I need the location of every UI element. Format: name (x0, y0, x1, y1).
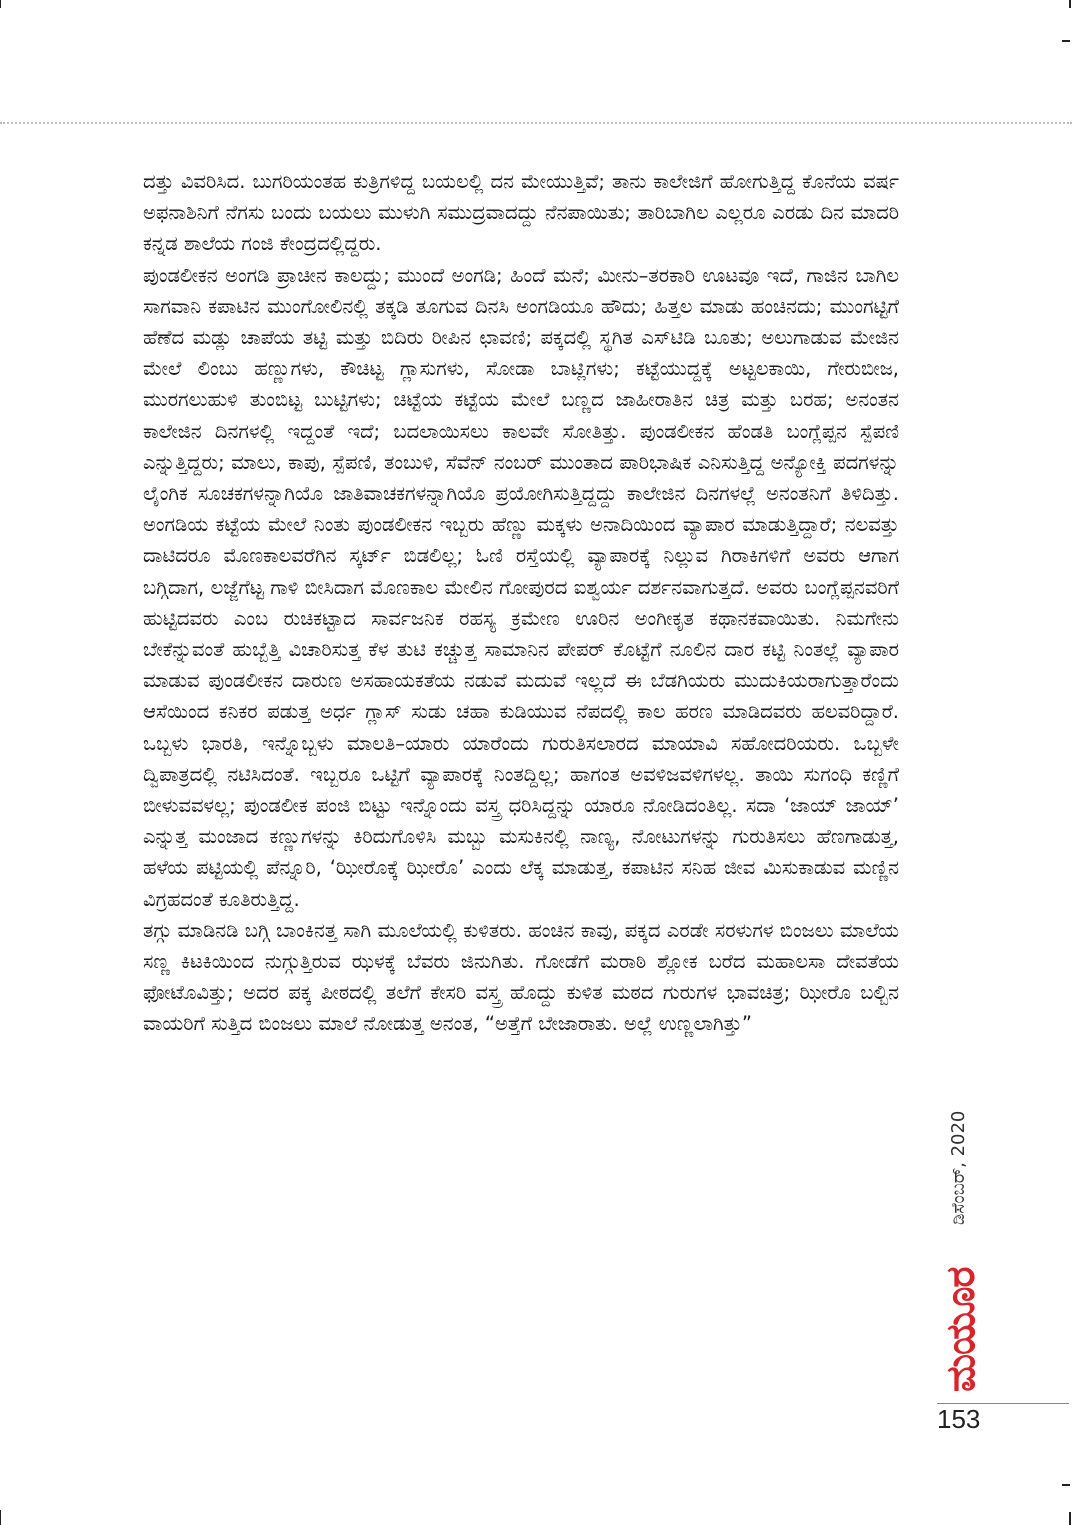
crop-mark-bottom-right-horizontal (1062, 1484, 1070, 1486)
crop-mark-top-right-vertical (1069, 0, 1071, 8)
paragraph-2: ಪುಂಡಲೀಕನ ಅಂಗಡಿ ಪ್ರಾಚೀನ ಕಾಲದ್ದು; ಮುಂದೆ ಅಂಗಡಿ; ಹಿಂದೆ ಮನೆ; ಮೀನು–ತರಕಾರಿ ಊಟವೂ ಇದೆ, ಗಾಜಿನ ಬಾಗಿಲ ಸಾಗವಾನಿ ಕಪಾಟಿನ ಮುಂಗೋಲಿನಲ್ಲಿ ತಕ್ಕಡಿ ತೂಗುವ ದಿನಸಿ ಅಂಗಡಿಯೂ ಹೌದು; ಹಿತ್ತಲ ಮಾಡು ಹಂಚಿನದು; ಮುಂಗಟ್ಟಿಗೆ ಹೆಣೆದ ಮಡ್ಲು ಚಾಪೆಯ ತಟ್ಟಿ ಮತ್ತು ಬಿದಿರು ರೀಪಿನ ಛಾವಣಿ; ಪಕ್ಕದಲ್ಲಿ ಸ್ಥಗಿತ ಎಸ್‌ಟಿಡಿ ಬೂತು; ಅಲುಗಾಡುವ ಮೇಜಿನ ಮೇಲೆ ಲಿಂಬು ಹಣ್ಣುಗಳು, ಕೌಚಿಟ್ಟ ಗ್ಲಾಸುಗಳು, ಸೋಡಾ ಬಾಟ್ಲಿಗಳು; ಕಟ್ಟೆಯುದ್ದಕ್ಕೆ ಅಟ್ಟಲಕಾಯಿ, ಗೇರುಬೀಜ, ಮುರಗಲುಹುಳಿ ತುಂಬಿಟ್ಟ ಬುಟ್ಟಿಗಳು; ಚಿಟ್ಟೆಯ ಕಟ್ಟೆಯ ಮೇಲೆ ಬಣ್ಣದ ಜಾಹೀರಾತಿನ ಚಿತ್ರ ಮತ್ತು ಬರಹ; ಅನಂತನ ಕಾಲೇಜಿನ ದಿನಗಳಲ್ಲಿ ಇದ್ದಂತೆ ಇದೆ; ಬದಲಾಯಿಸಲು ಕಾಲವೇ ಸೋತಿತ್ತು. ಪುಂಡಲೀಕನ ಹೆಂಡತಿ ಬಂಗ್ಲೆಪ್ಪನ ಸ್ಪೆಪಣಿ ಎನ್ನುತ್ತಿದ್ದರು; ಮಾಲು, ಕಾಪು, ಸ್ಪೆಪಣಿ, ತಂಬುಳಿ, ಸೆವೆನ್ ನಂಬರ್ ಮುಂತಾದ ಪಾರಿಭಾಷಿಕ ಎನಿಸುತ್ತಿದ್ದ ಅನ್ಯೋಕ್ತಿ ಪದಗಳನ್ನು ಲೈಂಗಿಕ ಸೂಚಕಗಳನ್ನಾಗಿಯೊ ಜಾತಿವಾಚಕಗಳನ್ನಾಗಿಯೊ ಪ್ರಯೋಗಿಸುತ್ತಿದ್ದದ್ದು ಕಾಲೇಜಿನ ದಿನಗಳಲ್ಲೆ ಅನಂತನಿಗೆ ತಿಳಿದಿತ್ತು. ಅಂಗಡಿಯ ಕಟ್ಟೆಯ ಮೇಲೆ ನಿಂತು ಪುಂಡಲೀಕನ ಇಬ್ಬರು ಹೆಣ್ಣು ಮಕ್ಕಳು ಅನಾದಿಯಿಂದ ವ್ಯಾಪಾರ ಮಾಡುತ್ತಿದ್ದಾರೆ; ನಲವತ್ತು ದಾಟಿದರೂ ಮೊಣಕಾಲವರೆಗಿನ ಸ್ಕರ್ಟ್ ಬಿಡಲಿಲ್ಲ; ಓಣಿ ರಸ್ತೆಯಲ್ಲಿ ವ್ಯಾಪಾರಕ್ಕೆ ನಿಲ್ಲುವ ಗಿರಾಕಿಗಳಿಗೆ ಅವರು ಆಗಾಗ ಬಗ್ಗಿದಾಗ, ಲಜ್ಜೆಗೆಟ್ಟ ಗಾಳಿ ಬೀಸಿದಾಗ ಮೊಣಕಾಲ ಮೇಲಿನ ಗೋಪುರದ ಐಶ್ವರ್ಯ ದರ್ಶನವಾಗುತ್ತದೆ. ಅವರು ಬಂಗ್ಲೆಪ್ಪನವರಿಗೆ ಹುಟ್ಟಿದವರು ಎಂಬ ರುಚಿಕಟ್ಟಾದ ಸಾರ್ವಜನಿಕ ರಹಸ್ಯ ಕ್ರಮೇಣ ಊರಿನ ಅಂಗೀಕೃತ ಕಥಾನಕವಾಯಿತು. ನಿಮಗೇನು ಬೇಕೆನ್ನುವಂತೆ ಹುಬ್ಬೆತ್ತಿ ವಿಚಾರಿಸುತ್ತ ಕೆಳ ತುಟಿ ಕಚ್ಚುತ್ತ ಸಾಮಾನಿನ ಪೇಪರ್ ಕೊಟ್ಟೆಗೆ ನೂಲಿನ ದಾರ ಕಟ್ಟಿ ನಿಂತಲ್ಲೆ ವ್ಯಾಪಾರ ಮಾಡುವ ಪುಂಡಲೀಕನ ದಾರುಣ ಅಸಹಾಯಕತೆಯ ನಡುವೆ ಮದುವೆ ಇಲ್ಲದೆ ಈ ಬೆಡಗಿಯರು ಮುದುಕಿಯರಾಗುತ್ತಾರೆಂದು ಆಸೆಯಿಂದ ಕನಿಕರ ಪಡುತ್ತ ಅರ್ಧ ಗ್ಲಾಸ್ ಸುಡು ಚಹಾ ಕುಡಿಯುವ ನೆಪದಲ್ಲಿ ಕಾಲ ಹರಣ ಮಾಡಿದವರು ಹಲವರಿದ್ದಾರೆ. ಒಬ್ಬಳು ಭಾರತಿ, ಇನ್ನೊಬ್ಬಳು ಮಾಲತಿ–ಯಾರು ಯಾರೆಂದು ಗುರುತಿಸಲಾರದ ಮಾಯಾವಿ ಸಹೋದರಿಯರು. ಒಬ್ಬಳೇ ದ್ವಿಪಾತ್ರದಲ್ಲಿ ನಟಿಸಿದಂತೆ. ಇಬ್ಬರೂ ಒಟ್ಟಿಗೆ ವ್ಯಾಪಾರಕ್ಕೆ ನಿಂತದ್ದಿಲ್ಲ; ಹಾಗಂತ ಅವಳಿಜವಳಿಗಳಲ್ಲ. ತಾಯಿ ಸುಗಂಧಿ ಕಣ್ಣಿಗೆ ಬೀಳುವವಳಲ್ಲ; ಪುಂಡಲೀಕ ಪಂಜಿ ಬಿಟ್ಟು ಇನ್ನೊಂದು ವಸ್ತ್ರ ಧರಿಸಿದ್ದನ್ನು ಯಾರೂ ನೋಡಿದಂತಿಲ್ಲ. ಸದಾ ‘ಜಾಯ್ ಜಾಯ್’ ಎನ್ನುತ್ತ ಮಂಜಾದ ಕಣ್ಣುಗಳನ್ನು ಕಿರಿದುಗೊಳಿಸಿ ಮಬ್ಬು ಮಸುಕಿನಲ್ಲಿ ನಾಣ್ಯ, ನೋಟುಗಳನ್ನು ಗುರುತಿಸಲು ಹೆಣಗಾಡುತ್ತ, ಹಳೆಯ ಪಟ್ಟಿಯಲ್ಲಿ ಪೆನ್ನೂರಿ, ‘ಝೀರೊಕ್ಕೆ ಝೀರೊ’ ಎಂದು ಲೆಕ್ಕ ಮಾಡುತ್ತ, ಕಪಾಟಿನ ಸನಿಹ ಜೀವ ಮಿಸುಕಾಡುವ ಮಣ್ಣಿನ ವಿಗ್ರಹದಂತೆ ಕೂತಿರುತ್ತಿದ್ದ. (143, 263, 899, 911)
paragraph-1: ದತ್ತು ವಿವರಿಸಿದ. ಬುಗರಿಯಂತಹ ಕುತ್ರಿಗಳಿದ್ದ ಬಯಲಲ್ಲಿ ದನ ಮೇಯುತ್ತಿವೆ; ತಾನು ಕಾಲೇಜಿಗೆ ಹೋಗುತ್ತಿದ್ದ ಕೊನೆಯ ವರ್ಷ ಅಫನಾಶಿನಿಗೆ ನೆಗಸು ಬಂದು ಬಯಲು ಮುಳುಗಿ ಸಮುದ್ರವಾದದ್ದು ನೆನಪಾಯಿತು; ತಾರಿಬಾಗಿಲ ಎಲ್ಲರೂ ಎರಡು ದಿನ ಮಾದರಿ ಕನ್ನಡ ಶಾಲೆಯ ಗಂಜಿ ಕೇಂದ್ರದಲ್ಲಿದ್ದರು. (143, 170, 899, 256)
article-body (143, 166, 899, 1040)
crop-mark-top-left (0, 0, 1, 8)
crop-mark-bottom-right-vertical (1069, 1512, 1071, 1525)
crop-mark-bottom-left (0, 1510, 1, 1525)
page-number: 153 (937, 1404, 981, 1434)
issue-date-text: ಡಿಸೆಂಬರ್, 2020 (948, 1110, 969, 1225)
header-dotted-rule (0, 122, 1072, 124)
paragraph-3: ತಗ್ಗು ಮಾಡಿನಡಿ ಬಗ್ಗಿ ಬಾಂಕಿನತ್ತ ಸಾಗಿ ಮೂಲೆಯಲ್ಲಿ ಕುಳಿತರು. ಹಂಚಿನ ಕಾವು, ಪಕ್ಕದ ಎರಡೇ ಸರಳುಗಳ ಬಿಂಜಲು ಮಾಲೆಯ ಸಣ್ಣ ಕಿಟಕಿಯಿಂದ ನುಗ್ಗುತ್ತಿರುವ ಝಳಕ್ಕೆ ಬೆವರು ಜಿನುಗಿತು. ಗೋಡೆಗೆ ಮರಾಠಿ ಶ್ಲೋಕ ಬರೆದ ಮಹಾಲಸಾ ದೇವತೆಯ ಫೋಟೊವಿತ್ತು; ಅದರ ಪಕ್ಕ ಪೀಠದಲ್ಲಿ ತಲೆಗೆ ಕೇಸರಿ ವಸ್ತ್ರ ಹೊದ್ದು ಕುಳಿತ ಮಠದ ಗುರುಗಳ ಭಾವಚಿತ್ರ; ಝೀರೊ ಬಲ್ಬಿನ ವಾಯರಿಗೆ ಸುತ್ತಿದ ಬಿಂಜಲು ಮಾಲೆ ನೋಡುತ್ತ ಅನಂತ, “ಅತ್ತೆಗೆ ಬೇಜಾರಾತು. ಅಲ್ಲೆ ಉಣ್ಣಲಾಗಿತ್ತು” (143, 918, 899, 1036)
crop-mark-top-right-horizontal (1062, 40, 1070, 42)
magazine-logo-text: ಮಯೂರ (938, 1267, 984, 1392)
